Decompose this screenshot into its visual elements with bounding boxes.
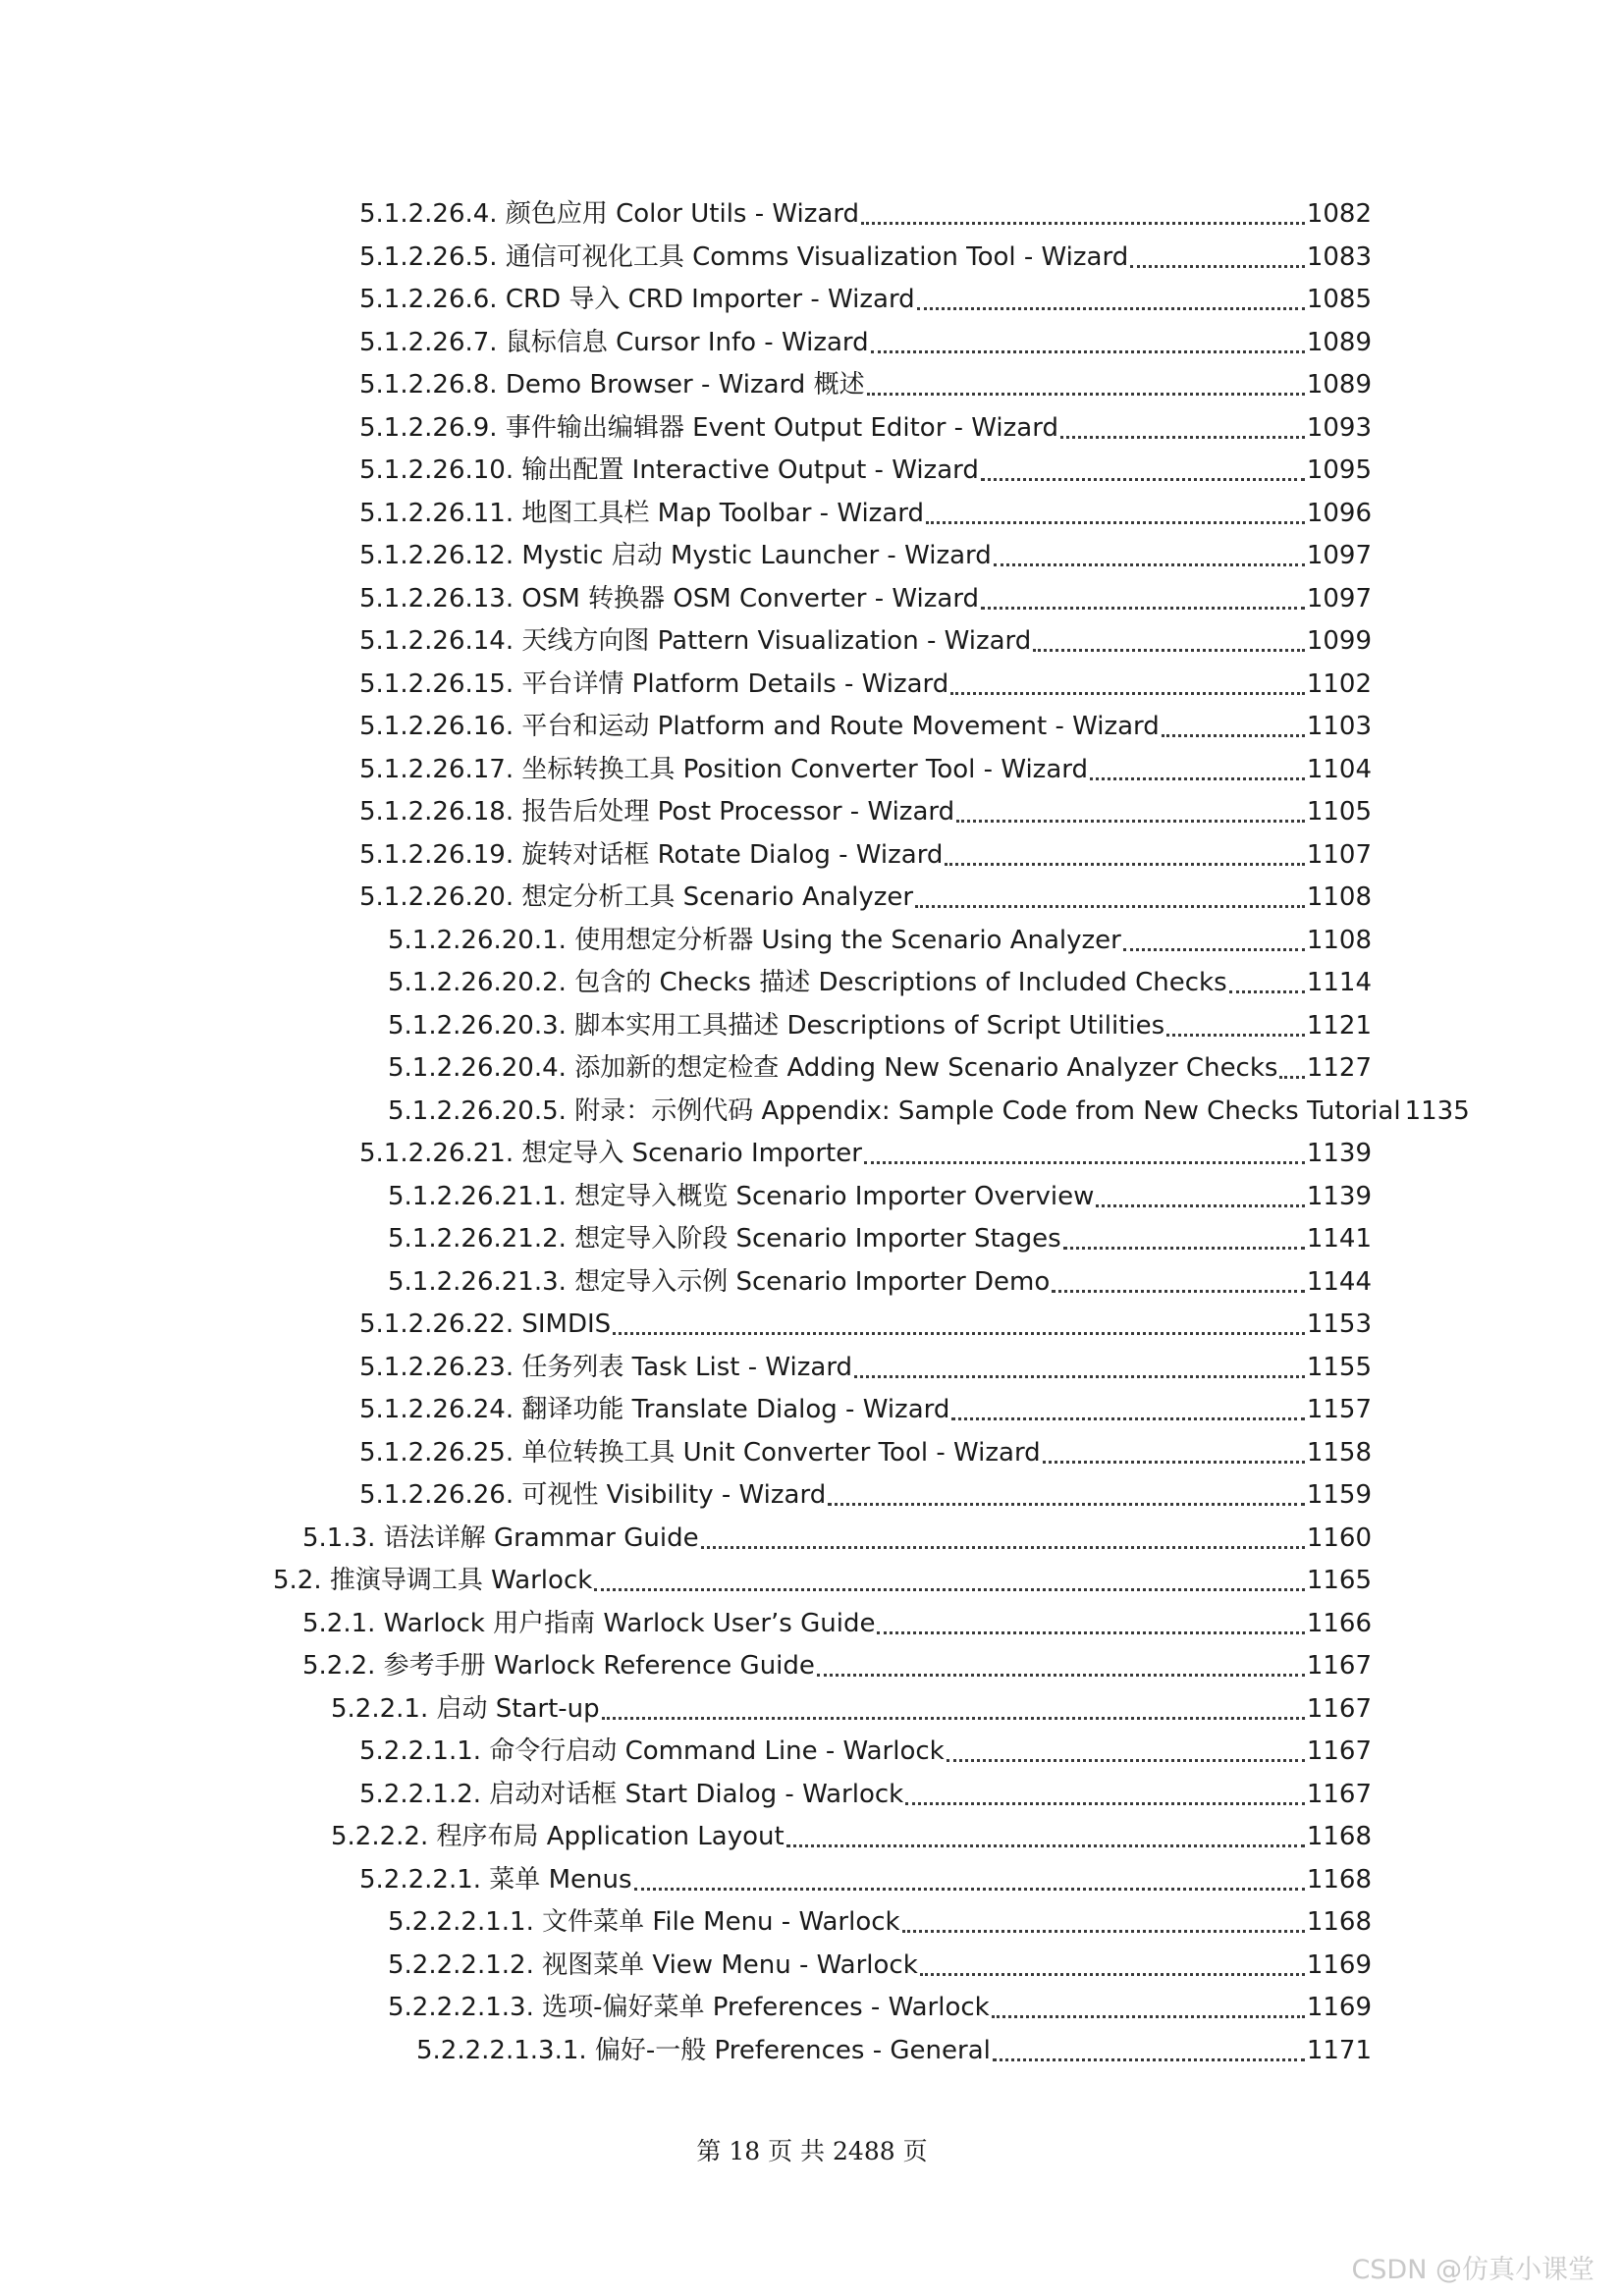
- toc-entry: [359, 365, 1372, 404]
- toc-entry-title: 5.1.2.26.10. 输出配置 Interactive Output - Wizard: [359, 455, 979, 485]
- toc-dot-leader: [1060, 435, 1305, 439]
- toc-dot-leader: [1033, 648, 1305, 652]
- toc-entry: [388, 963, 1372, 1002]
- toc-entry-page-number: 1095: [1306, 455, 1372, 485]
- toc-entry: [359, 750, 1372, 789]
- toc-entry-title: 5.1.2.26.18. 报告后处理 Post Processor - Wizard: [359, 797, 955, 827]
- toc-entry-title: 5.1.2.26.23. 任务列表 Task List - Wizard: [359, 1352, 853, 1382]
- toc-dot-leader: [861, 221, 1305, 225]
- toc-entry-page-number: 1155: [1306, 1352, 1372, 1382]
- watermark: CSDN @仿真小课堂: [1351, 2255, 1595, 2285]
- toc-entry: [359, 194, 1372, 234]
- toc-entry: [388, 921, 1372, 960]
- toc-entry-page-number: 1107: [1306, 839, 1372, 870]
- toc-entry-title: 5.2.2.2.1.1. 文件菜单 File Menu - Warlock: [388, 1907, 900, 1937]
- toc-entry-page-number: 1093: [1306, 412, 1372, 443]
- toc-entry-page-number: 1139: [1306, 1181, 1372, 1211]
- toc-entry-title: 5.2.2.1.2. 启动对话框 Start Dialog - Warlock: [359, 1779, 904, 1809]
- toc-entry-page-number: 1139: [1306, 1139, 1372, 1168]
- toc-dot-leader: [994, 562, 1305, 566]
- toc-entry-title: 5.1.2.26.14. 天线方向图 Pattern Visualization - Wizard: [359, 626, 1032, 656]
- toc-dot-leader: [1229, 989, 1305, 993]
- toc-entry-page-number: 1121: [1306, 1010, 1372, 1041]
- toc-entry-title: 5.1.2.26.21.1. 想定导入概览 Scenario Importer Overview: [388, 1181, 1095, 1211]
- toc-entry: [359, 621, 1372, 661]
- toc-entry-page-number: 1165: [1306, 1566, 1372, 1595]
- toc-entry: [359, 1775, 1372, 1814]
- toc-entry-page-number: 1158: [1306, 1437, 1372, 1468]
- toc-entry: [359, 494, 1372, 533]
- toc-entry-title: 5.1.2.26.21.2. 想定导入阶段 Scenario Importer Stages: [388, 1224, 1061, 1254]
- toc-entry: [359, 536, 1372, 575]
- toc-dot-leader: [1052, 1289, 1305, 1293]
- toc-entry: [302, 1519, 1372, 1558]
- toc-entry-page-number: 1108: [1306, 925, 1372, 955]
- toc-entry: [331, 1817, 1372, 1856]
- toc-entry-title: 5.2.2.2.1.3.1. 偏好-一般 Preferences - General: [416, 2035, 991, 2065]
- toc-entry-title: 5.1.2.26.12. Mystic 启动 Mystic Launcher - Wizard: [359, 541, 992, 570]
- toc-entry-title: 5.2.2.1.1. 命令行启动 Command Line - Warlock: [359, 1736, 945, 1766]
- toc-entry-title: 5.2.2.2.1.2. 视图菜单 View Menu - Warlock: [388, 1949, 918, 1980]
- toc-entry-page-number: 1085: [1306, 285, 1372, 314]
- toc-entry: [359, 1732, 1372, 1771]
- toc-entry-title: 5.1.2.26.24. 翻译功能 Translate Dialog - Wizard: [359, 1395, 950, 1424]
- toc-entry: [302, 1604, 1372, 1643]
- toc-entry-page-number: 1168: [1306, 1822, 1372, 1851]
- toc-entry-page-number: 1103: [1306, 712, 1372, 741]
- toc-dot-leader: [594, 1587, 1305, 1591]
- toc-dot-leader: [871, 349, 1305, 353]
- toc-dot-leader: [828, 1502, 1305, 1506]
- toc-entry: [359, 1134, 1372, 1173]
- toc-entry: [388, 1092, 1470, 1131]
- toc-entry: [359, 408, 1372, 448]
- toc-dot-leader: [951, 1416, 1304, 1420]
- toc-dot-leader: [1090, 776, 1305, 780]
- toc-dot-leader: [1162, 733, 1305, 737]
- toc-dot-leader: [945, 862, 1304, 866]
- page-footer: 第 18 页 共 2488 页: [696, 2137, 928, 2165]
- toc-entry-title: 5.1.2.26.8. Demo Browser - Wizard 概述: [359, 370, 865, 400]
- toc-dot-leader: [902, 1929, 1305, 1933]
- toc-entry-page-number: 1153: [1306, 1309, 1372, 1339]
- toc-dot-leader: [920, 1972, 1305, 1976]
- toc-entry-page-number: 1082: [1306, 199, 1372, 229]
- toc-dot-leader: [877, 1630, 1304, 1634]
- toc-entry-title: 5.1.2.26.20.2. 包含的 Checks 描述 Descriptions of Included Checks: [388, 968, 1227, 997]
- toc-dot-leader: [917, 306, 1305, 310]
- toc-entry: [388, 1048, 1372, 1088]
- toc-entry-page-number: 1168: [1306, 1907, 1372, 1937]
- toc-dot-leader: [634, 1887, 1305, 1891]
- toc-entry-page-number: 1168: [1306, 1864, 1372, 1895]
- toc-entry: [273, 1561, 1372, 1600]
- toc-entry: [359, 280, 1372, 319]
- toc-entry-page-number: 1159: [1306, 1480, 1372, 1510]
- toc-entry: [388, 1902, 1372, 1942]
- toc-entry: [359, 1305, 1372, 1344]
- toc-entry-title: 5.1.2.26.5. 通信可视化工具 Comms Visualization Tool - Wizard: [359, 241, 1129, 272]
- toc-entry-page-number: 1097: [1306, 583, 1372, 614]
- toc-entry-page-number: 1171: [1306, 2035, 1372, 2065]
- toc-entry-title: 5.1.2.26.4. 颜色应用 Color Utils - Wizard: [359, 199, 860, 229]
- toc-entry-title: 5.2. 推演导调工具 Warlock: [273, 1566, 593, 1595]
- toc-dot-leader: [926, 520, 1305, 524]
- toc-entry-page-number: 1105: [1306, 797, 1372, 827]
- toc-dot-leader: [1279, 1075, 1304, 1079]
- toc-entry: [359, 1433, 1372, 1472]
- toc-entry-page-number: 1169: [1306, 1949, 1372, 1980]
- toc-dot-leader: [947, 1758, 1305, 1762]
- toc-entry: [359, 707, 1372, 746]
- toc-entry-page-number: 1160: [1306, 1522, 1372, 1553]
- toc-entry-page-number: 1141: [1306, 1224, 1372, 1254]
- toc-dot-leader: [1130, 264, 1305, 268]
- toc-entry: [359, 1348, 1372, 1387]
- toc-entry-page-number: 1127: [1306, 1053, 1372, 1083]
- toc-entry-title: 5.1.2.26.20.1. 使用想定分析器 Using the Scenario Analyzer: [388, 925, 1121, 955]
- toc-dot-leader: [854, 1374, 1305, 1378]
- toc-entry-title: 5.2.1. Warlock 用户指南 Warlock User’s Guide: [302, 1608, 876, 1638]
- toc-entry: [359, 579, 1372, 618]
- toc-dot-leader: [613, 1331, 1305, 1335]
- toc-entry-title: 5.2.2.2.1. 菜单 Menus: [359, 1864, 632, 1895]
- toc-entry: [388, 1219, 1372, 1258]
- toc-entry-page-number: 1083: [1306, 241, 1372, 272]
- toc-entry-title: 5.1.2.26.21. 想定导入 Scenario Importer: [359, 1139, 862, 1168]
- toc-entry-title: 5.1.2.26.6. CRD 导入 CRD Importer - Wizard: [359, 285, 915, 314]
- toc-dot-leader: [950, 691, 1305, 695]
- toc-entry-title: 5.1.2.26.9. 事件输出编辑器 Event Output Editor - Wizard: [359, 412, 1058, 443]
- toc-entry-title: 5.1.2.26.20.4. 添加新的想定检查 Adding New Scenario Analyzer Checks: [388, 1053, 1278, 1083]
- toc-dot-leader: [905, 1801, 1305, 1805]
- toc-entry-title: 5.1.3. 语法详解 Grammar Guide: [302, 1522, 699, 1553]
- toc-entry-page-number: 1114: [1306, 968, 1372, 997]
- toc-entry-title: 5.1.2.26.16. 平台和运动 Platform and Route Movement - Wizard: [359, 712, 1160, 741]
- toc-entry: [416, 2031, 1372, 2070]
- toc-entry-page-number: 1167: [1306, 1651, 1372, 1681]
- toc-entry: [359, 1860, 1372, 1899]
- toc-entry-title: 5.1.2.26.15. 平台详情 Platform Details - Wizard: [359, 668, 949, 699]
- toc-entry-title: 5.1.2.26.20. 想定分析工具 Scenario Analyzer: [359, 882, 914, 912]
- toc-dot-leader: [864, 1160, 1305, 1164]
- toc-entry: [359, 835, 1372, 875]
- toc-entry-page-number: 1089: [1306, 327, 1372, 357]
- toc-entry: [302, 1646, 1372, 1685]
- toc-dot-leader: [701, 1545, 1305, 1549]
- toc-entry-page-number: 1099: [1306, 626, 1372, 656]
- toc-dot-leader: [1096, 1203, 1304, 1207]
- toc-entry-title: 5.1.2.26.22. SIMDIS: [359, 1309, 612, 1339]
- toc-entry-title: 5.2.2.2.1.3. 选项-偏好菜单 Preferences - Warlock: [388, 1993, 990, 2022]
- toc-entry: [388, 1988, 1372, 2027]
- toc-entry: [359, 451, 1372, 490]
- toc-dot-leader: [786, 1843, 1305, 1847]
- toc-entry: [388, 1006, 1372, 1045]
- toc-entry: [359, 1390, 1372, 1429]
- toc-entry: [359, 878, 1372, 917]
- toc-entry-page-number: 1104: [1306, 754, 1372, 784]
- toc-dot-leader: [993, 2057, 1305, 2061]
- toc-entry-title: 5.1.2.26.11. 地图工具栏 Map Toolbar - Wizard: [359, 498, 924, 528]
- toc-entry: [359, 323, 1372, 362]
- toc-entry-title: 5.1.2.26.20.5. 附录：示例代码 Appendix: Sample Code from New Checks Tutorial: [388, 1095, 1401, 1126]
- toc-dot-leader: [1063, 1246, 1305, 1250]
- toc-entry-page-number: 1108: [1306, 882, 1372, 912]
- toc-entry: [388, 1946, 1372, 1985]
- toc-entry-title: 5.1.2.26.19. 旋转对话框 Rotate Dialog - Wizard: [359, 839, 944, 870]
- toc-dot-leader: [981, 477, 1305, 481]
- toc-entry-title: 5.1.2.26.26. 可视性 Visibility - Wizard: [359, 1480, 827, 1510]
- toc-dot-leader: [981, 606, 1305, 610]
- toc-entry: [359, 792, 1372, 831]
- toc-entry: [331, 1689, 1372, 1729]
- toc-entry-page-number: 1169: [1306, 1993, 1372, 2022]
- toc-entry-title: 5.2.2.1. 启动 Start-up: [331, 1693, 600, 1724]
- toc-entry-page-number: 1144: [1306, 1266, 1372, 1297]
- toc-entry-page-number: 1167: [1306, 1736, 1372, 1766]
- toc-dot-leader: [1043, 1460, 1305, 1464]
- toc-dot-leader: [602, 1716, 1305, 1720]
- toc-entry-page-number: 1089: [1306, 370, 1372, 400]
- toc-entry: [388, 1262, 1372, 1302]
- toc-dot-leader: [1123, 947, 1305, 951]
- toc-entry-title: 5.1.2.26.20.3. 脚本实用工具描述 Descriptions of Script Utilities: [388, 1010, 1165, 1041]
- toc-entry-title: 5.2.2. 参考手册 Warlock Reference Guide: [302, 1651, 815, 1681]
- toc-entry-page-number: 1097: [1306, 541, 1372, 570]
- toc-entry-title: 5.1.2.26.13. OSM 转换器 OSM Converter - Wizard: [359, 583, 980, 614]
- toc-entry-title: 5.2.2.2. 程序布局 Application Layout: [331, 1822, 785, 1851]
- toc-entry-title: 5.1.2.26.17. 坐标转换工具 Position Converter Tool - Wizard: [359, 754, 1088, 784]
- toc-dot-leader: [867, 392, 1305, 396]
- toc-dot-leader: [817, 1673, 1305, 1677]
- toc-entry-page-number: 1167: [1306, 1693, 1372, 1724]
- toc-entry-page-number: 1096: [1306, 498, 1372, 528]
- toc-entry-title: 5.1.2.26.21.3. 想定导入示例 Scenario Importer Demo: [388, 1266, 1051, 1297]
- toc-entry: [359, 665, 1372, 704]
- toc-entry: [359, 1475, 1372, 1515]
- toc-entry-title: 5.1.2.26.7. 鼠标信息 Cursor Info - Wizard: [359, 327, 869, 357]
- toc-entry: [388, 1177, 1372, 1216]
- toc-entry-page-number: 1135: [1404, 1095, 1470, 1126]
- toc-dot-leader: [915, 904, 1305, 908]
- toc-entry-page-number: 1167: [1306, 1779, 1372, 1809]
- toc-dot-leader: [992, 2014, 1305, 2018]
- toc-entry-page-number: 1102: [1306, 668, 1372, 699]
- toc-entry-page-number: 1157: [1306, 1395, 1372, 1424]
- toc-entry-page-number: 1166: [1306, 1608, 1372, 1638]
- toc-dot-leader: [956, 819, 1305, 823]
- toc-entry: [359, 238, 1372, 277]
- toc-dot-leader: [1166, 1033, 1305, 1037]
- toc-entry-title: 5.1.2.26.25. 单位转换工具 Unit Converter Tool - Wizard: [359, 1437, 1041, 1468]
